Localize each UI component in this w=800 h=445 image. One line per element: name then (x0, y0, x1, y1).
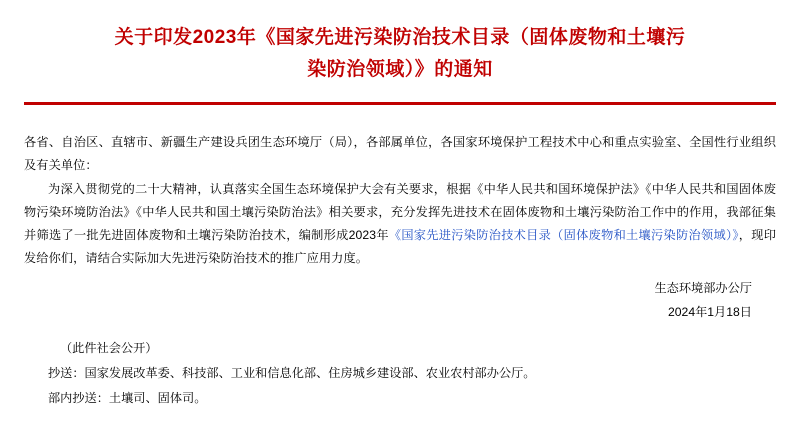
signature-block (24, 276, 776, 324)
main-paragraph (24, 178, 776, 270)
document-body (24, 131, 776, 270)
cc-recipients: 抄送：国家发展改革委、科技部、工业和信息化部、住房城乡建设部、农业农村部办公厅。 (48, 366, 536, 380)
main-paragraph-part-1: 为深入贯彻党的二十大精神，认真落实全国生态环境保护大会有关要求，根据《中华人民共和国环境保护法》《中华人民共和国固体废物污染环境防治法》《中华人民共和国土壤污染防治法》相关要求，充分发挥先进技术在固体废物和土壤污染防治工作中的作用，我部征集并筛选了一批先进固体废物和土壤污染防治技术，编制形成2023年 (24, 182, 776, 242)
signer-name: 生态环境部办公厅 (654, 281, 752, 295)
document-title (24, 0, 776, 86)
document-footer (24, 336, 776, 411)
signature-date: 2024年1月18日 (667, 305, 752, 319)
recipients-paragraph: 各省、自治区、直辖市、新疆生产建设兵团生态环境厅（局），各部属单位，各国家环境保护工程技术中心和重点实验室、全国性行业组织及有关单位： (24, 135, 776, 172)
internal-cc-recipients: 部内抄送：土壤司、固体司。 (48, 391, 207, 405)
document-title-line-1: 关于印发2023年《国家先进污染防治技术目录（固体废物和土壤污 (114, 27, 686, 48)
main-paragraph-part-2: ，现印发给你们，请结合实际加大先进污染防治技术的推广应用力度。 (24, 228, 776, 265)
document-title-line-2: 染防治领域）》的通知 (307, 59, 493, 80)
title-divider (24, 102, 776, 105)
catalog-link[interactable]: 《国家先进污染防治技术目录（固体废物和土壤污染防治领域）》 (388, 228, 739, 242)
public-release-note: （此件社会公开） (60, 341, 158, 355)
